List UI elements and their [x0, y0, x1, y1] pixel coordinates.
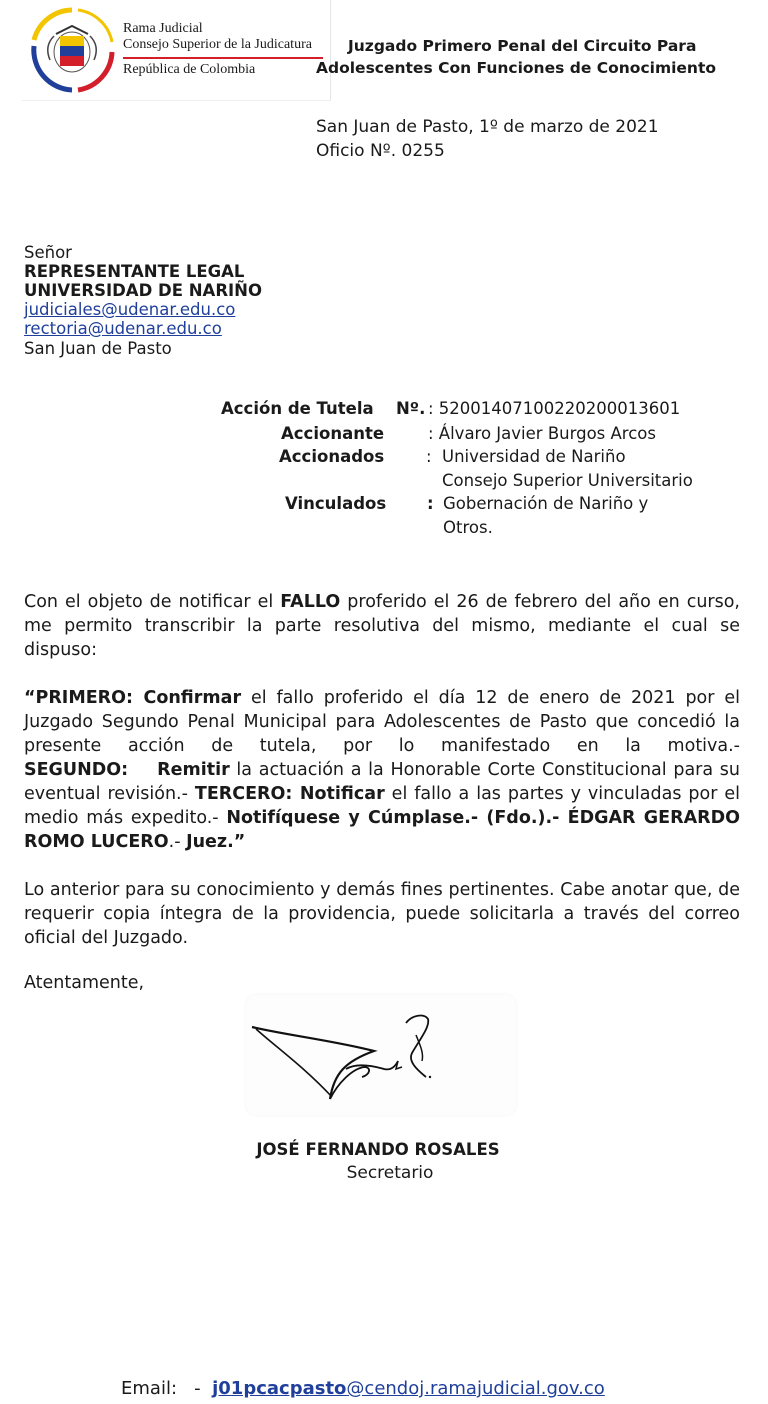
vinculados-value-1: Gobernación de Nariño y — [443, 494, 649, 513]
court-name-line-1: Juzgado Primero Penal del Circuito Para — [348, 37, 697, 55]
accion-value: : 52001407100220200013601 — [428, 399, 681, 418]
p1-text-a: Con el objeto de notificar el — [24, 592, 281, 612]
vinculados-colon: : — [427, 494, 434, 513]
accion-no-label: Nº. — [396, 399, 426, 418]
accionados-colon: : — [426, 447, 432, 466]
recipient-city: San Juan de Pasto — [24, 339, 172, 358]
accionados-value-2: Consejo Superior Universitario — [442, 471, 693, 490]
paragraph-closing-note — [24, 878, 740, 950]
handwritten-signature-icon — [246, 995, 516, 1115]
p2-text-d: la actuación a la Honorable Corte Constitucional para su eventual revisión.- — [24, 760, 740, 804]
p2-notifiquese: Notifíquese y Cúmplase.- (Fdo.).- ÉDGAR GERARDO ROMO LUCERO — [24, 808, 740, 852]
salutation: Señor — [24, 243, 72, 262]
vinculados-label: Vinculados — [285, 494, 387, 513]
vinculados-value-2: Otros. — [443, 518, 493, 537]
letterhead — [22, 0, 331, 101]
footer-email — [121, 1378, 605, 1400]
p1-fallo: FALLO — [280, 592, 341, 612]
p2-text-b: el fallo proferido el día 12 de enero de 2021 por el Juzgado Segundo Penal Municipal para Adolescentes de Pasto que concedió la presente acción de tutela, por lo manifestado en la motiva.- — [24, 688, 740, 756]
footer-email-label: Email: - — [121, 1378, 213, 1399]
signature-box — [246, 995, 516, 1115]
accion-label: Acción de Tutela — [221, 399, 374, 418]
org-line-2: Consejo Superior de la Judicatura — [123, 37, 312, 52]
p3-text: Lo anterior para su conocimiento y demás fines pertinentes. Cabe anotar que, de requerir copia íntegra de la providencia, puede solicitarla a través del correo oficial del Juzgado. — [24, 880, 740, 948]
paragraph-notification — [24, 590, 740, 662]
p2-juez: Juez.” — [186, 832, 246, 852]
p1-text-c: proferido el 26 de febrero del año en curso, me permito transcribir la parte resolutiva del mismo, mediante el cual se dispuso: — [24, 592, 740, 660]
closing: Atentamente, — [24, 973, 145, 993]
org-line-3: República de Colombia — [123, 62, 256, 77]
oficio-number: Oficio Nº. 0255 — [316, 141, 445, 161]
recipient-institution: UNIVERSIDAD DE NARIÑO — [24, 281, 262, 300]
org-line-1: Rama Judicial — [123, 21, 203, 36]
signer-name: JOSÉ FERNANDO ROSALES — [256, 1140, 500, 1159]
accionante-label: Accionante — [281, 424, 385, 443]
place-date: San Juan de Pasto, 1º de marzo de 2021 — [316, 117, 659, 137]
accionados-value-1: Universidad de Nariño — [442, 447, 626, 466]
p2-tercero: TERCERO: Notificar — [194, 784, 385, 804]
accionante-value: : Álvaro Javier Burgos Arcos — [428, 424, 656, 443]
paragraph-resolutiva — [24, 686, 740, 854]
p2-primero: “PRIMERO: Confirmar — [24, 688, 242, 708]
signer-title: Secretario — [346, 1163, 434, 1183]
judicial-emblem-icon — [28, 6, 116, 94]
p2-text-f: el fallo a las partes y vinculadas por el medio más expedito.- — [24, 784, 740, 828]
recipient-email-2[interactable]: rectoria@udenar.edu.co — [24, 319, 222, 338]
org-divider — [123, 57, 323, 59]
p2-text-h: .- — [168, 832, 187, 852]
accionados-label: Accionados — [279, 447, 385, 466]
recipient-email-1[interactable]: judiciales@udenar.edu.co — [24, 300, 236, 319]
recipient-role: REPRESENTANTE LEGAL — [24, 262, 245, 281]
p2-segundo: SEGUNDO: Remitir — [24, 760, 230, 780]
footer-email-user[interactable]: j01pcacpasto — [212, 1378, 347, 1399]
footer-email-domain[interactable]: @cendoj.ramajudicial.gov.co — [346, 1378, 605, 1399]
court-name-line-2: Adolescentes Con Funciones de Conocimiento — [316, 59, 717, 77]
